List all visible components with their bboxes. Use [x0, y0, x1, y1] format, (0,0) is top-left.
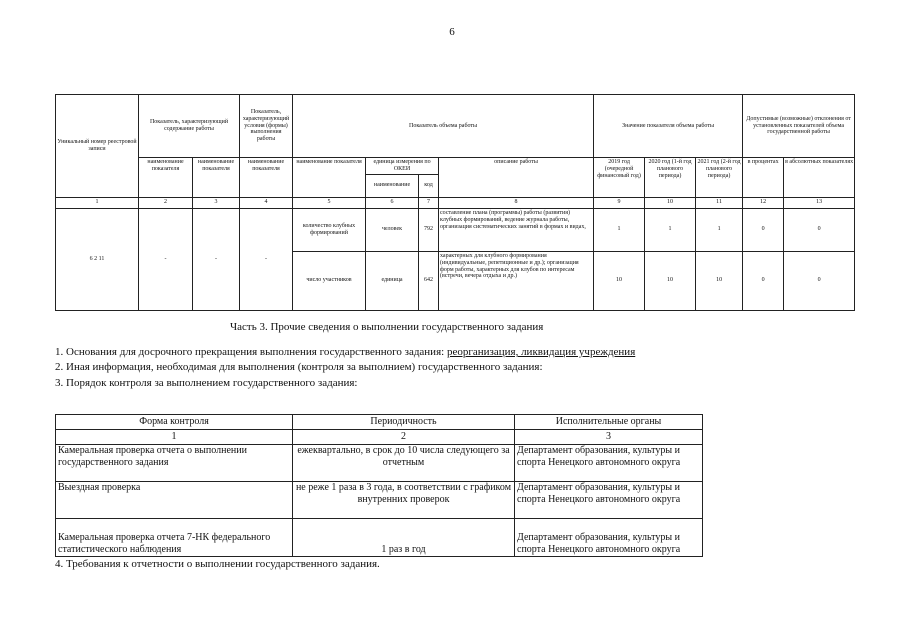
row-periodicity: ежеквартально, в срок до 10 числа следующего за отчетным: [293, 445, 515, 482]
row-value-2021: 1: [696, 208, 743, 251]
column-number: 9: [594, 197, 645, 208]
header-content-name-2: наименование показателя: [193, 158, 240, 198]
column-number: 4: [240, 197, 293, 208]
row-indicator: число участников: [293, 251, 366, 310]
header-deviation: Допустимые (возможные) отклонения от установленных показателей объема государственной работы: [743, 95, 855, 158]
row-value-2020: 10: [645, 251, 696, 310]
column-number: 3: [515, 430, 703, 445]
row-deviation-absolute: 0: [784, 208, 855, 251]
row-executive-body: Департамент образования, культуры и спорта Ненецкого автономного округа: [515, 445, 703, 482]
row-description: составление плана (программы) работы (развития) клубных формирований, ведение журнала работы, организация систематических занятий в формах и видах,: [439, 208, 594, 251]
row-unit: человек: [366, 208, 419, 251]
record-unique-number: 6 2 11: [56, 208, 139, 310]
column-number: 1: [56, 430, 293, 445]
row-executive-body: Департамент образования, культуры и спорта Ненецкого автономного округа: [515, 519, 703, 557]
header-content-name-1: наименование показателя: [139, 158, 193, 198]
header-year-2019: 2019 год (очередной финансовый год): [594, 158, 645, 198]
header-unit-okei: единица измерения по ОКЕИ: [366, 158, 439, 175]
page-number: 6: [449, 26, 455, 38]
row-control-form: Камеральная проверка отчета 7-НК федерального статистического наблюдения: [56, 519, 293, 557]
row-periodicity: не реже 1 раза в 3 года, в соответствии с графиком внутренних проверок: [293, 482, 515, 519]
table-row: [56, 482, 703, 519]
table-row: [56, 445, 703, 482]
row-code: 642: [419, 251, 439, 310]
column-number: 6: [366, 197, 419, 208]
column-number: 2: [293, 430, 515, 445]
header-conditions-indicator: Показатель, характеризующий условия (формы) выполнения работы: [240, 95, 293, 158]
row-value-2021: 10: [696, 251, 743, 310]
row-control-form: Выездная проверка: [56, 482, 293, 519]
row-control-form: Камеральная проверка отчета о выполнении государственного задания: [56, 445, 293, 482]
control-table: [55, 414, 703, 557]
item-1-label: 1. Основания для досрочного прекращения выполнения государственного задания:: [55, 346, 447, 358]
header-work-description: описание работы: [439, 158, 594, 198]
header-control-form: Форма контроля: [56, 415, 293, 430]
header-in-absolute: в абсолютных показателях: [784, 158, 855, 198]
column-number: 3: [193, 197, 240, 208]
column-number: 12: [743, 197, 784, 208]
header-condition-name: наименование показателя: [240, 158, 293, 198]
item-1-early-termination: [55, 346, 635, 358]
row-unit: единица: [366, 251, 419, 310]
item-3-control-procedure: 3. Порядок контроля за выполнением государственного задания:: [55, 377, 358, 389]
column-number: 13: [784, 197, 855, 208]
record-condition-1: -: [240, 208, 293, 310]
row-deviation-percent: 0: [743, 251, 784, 310]
header-content-indicator: Показатель, характеризующий содержание работы: [139, 95, 240, 158]
item-1-value: реорганизация, ликвидация учреждения: [446, 346, 636, 358]
work-volume-table: [55, 94, 855, 311]
record-content-1: -: [139, 208, 193, 310]
header-unit-name: наименование: [366, 174, 419, 197]
header-periodicity: Периодичность: [293, 415, 515, 430]
column-number: 11: [696, 197, 743, 208]
row-indicator: количество клубных формирований: [293, 208, 366, 251]
item-2-other-info: 2. Иная информация, необходимая для выполнения (контроля за выполнием) государственного задания:: [55, 361, 543, 373]
header-volume-indicator: Показатель объема работы: [293, 95, 594, 158]
row-description: характерных для клубного формирования (индивидуальные, репетиционные и др.); организация форм работы, характерных для клубов по интересам (встречи, вечера отдыха и др.): [439, 251, 594, 310]
header-executive-bodies: Исполнительные органы: [515, 415, 703, 430]
column-number: 2: [139, 197, 193, 208]
column-number: 10: [645, 197, 696, 208]
table-row: [56, 208, 855, 251]
header-year-2020: 2020 год (1-й год планового периода): [645, 158, 696, 198]
row-value-2019: 10: [594, 251, 645, 310]
row-executive-body: Департамент образования, культуры и спорта Ненецкого автономного округа: [515, 482, 703, 519]
row-value-2019: 1: [594, 208, 645, 251]
table-row: [56, 519, 703, 557]
column-number: 5: [293, 197, 366, 208]
header-unit-code: код: [419, 174, 439, 197]
row-periodicity: 1 раз в год: [293, 519, 515, 557]
row-deviation-percent: 0: [743, 208, 784, 251]
column-number: 8: [439, 197, 594, 208]
row-deviation-absolute: 0: [784, 251, 855, 310]
record-content-2: -: [193, 208, 240, 310]
header-volume-indicator-name: наименование показателя: [293, 158, 366, 198]
header-unique-number: Уникальный номер реестровой записи: [56, 95, 139, 198]
row-code: 792: [419, 208, 439, 251]
header-year-2021: 2021 год (2-й год планового периода): [696, 158, 743, 198]
header-in-percent: в процентах: [743, 158, 784, 198]
part3-title: Часть 3. Прочие сведения о выполнении государственного задания: [230, 321, 544, 333]
item-4-reporting-requirements: 4. Требования к отчетности о выполнении государственного задания.: [55, 558, 380, 570]
row-value-2020: 1: [645, 208, 696, 251]
header-volume-value: Значение показателя объема работы: [594, 95, 743, 158]
column-number: 7: [419, 197, 439, 208]
column-number: 1: [56, 197, 139, 208]
